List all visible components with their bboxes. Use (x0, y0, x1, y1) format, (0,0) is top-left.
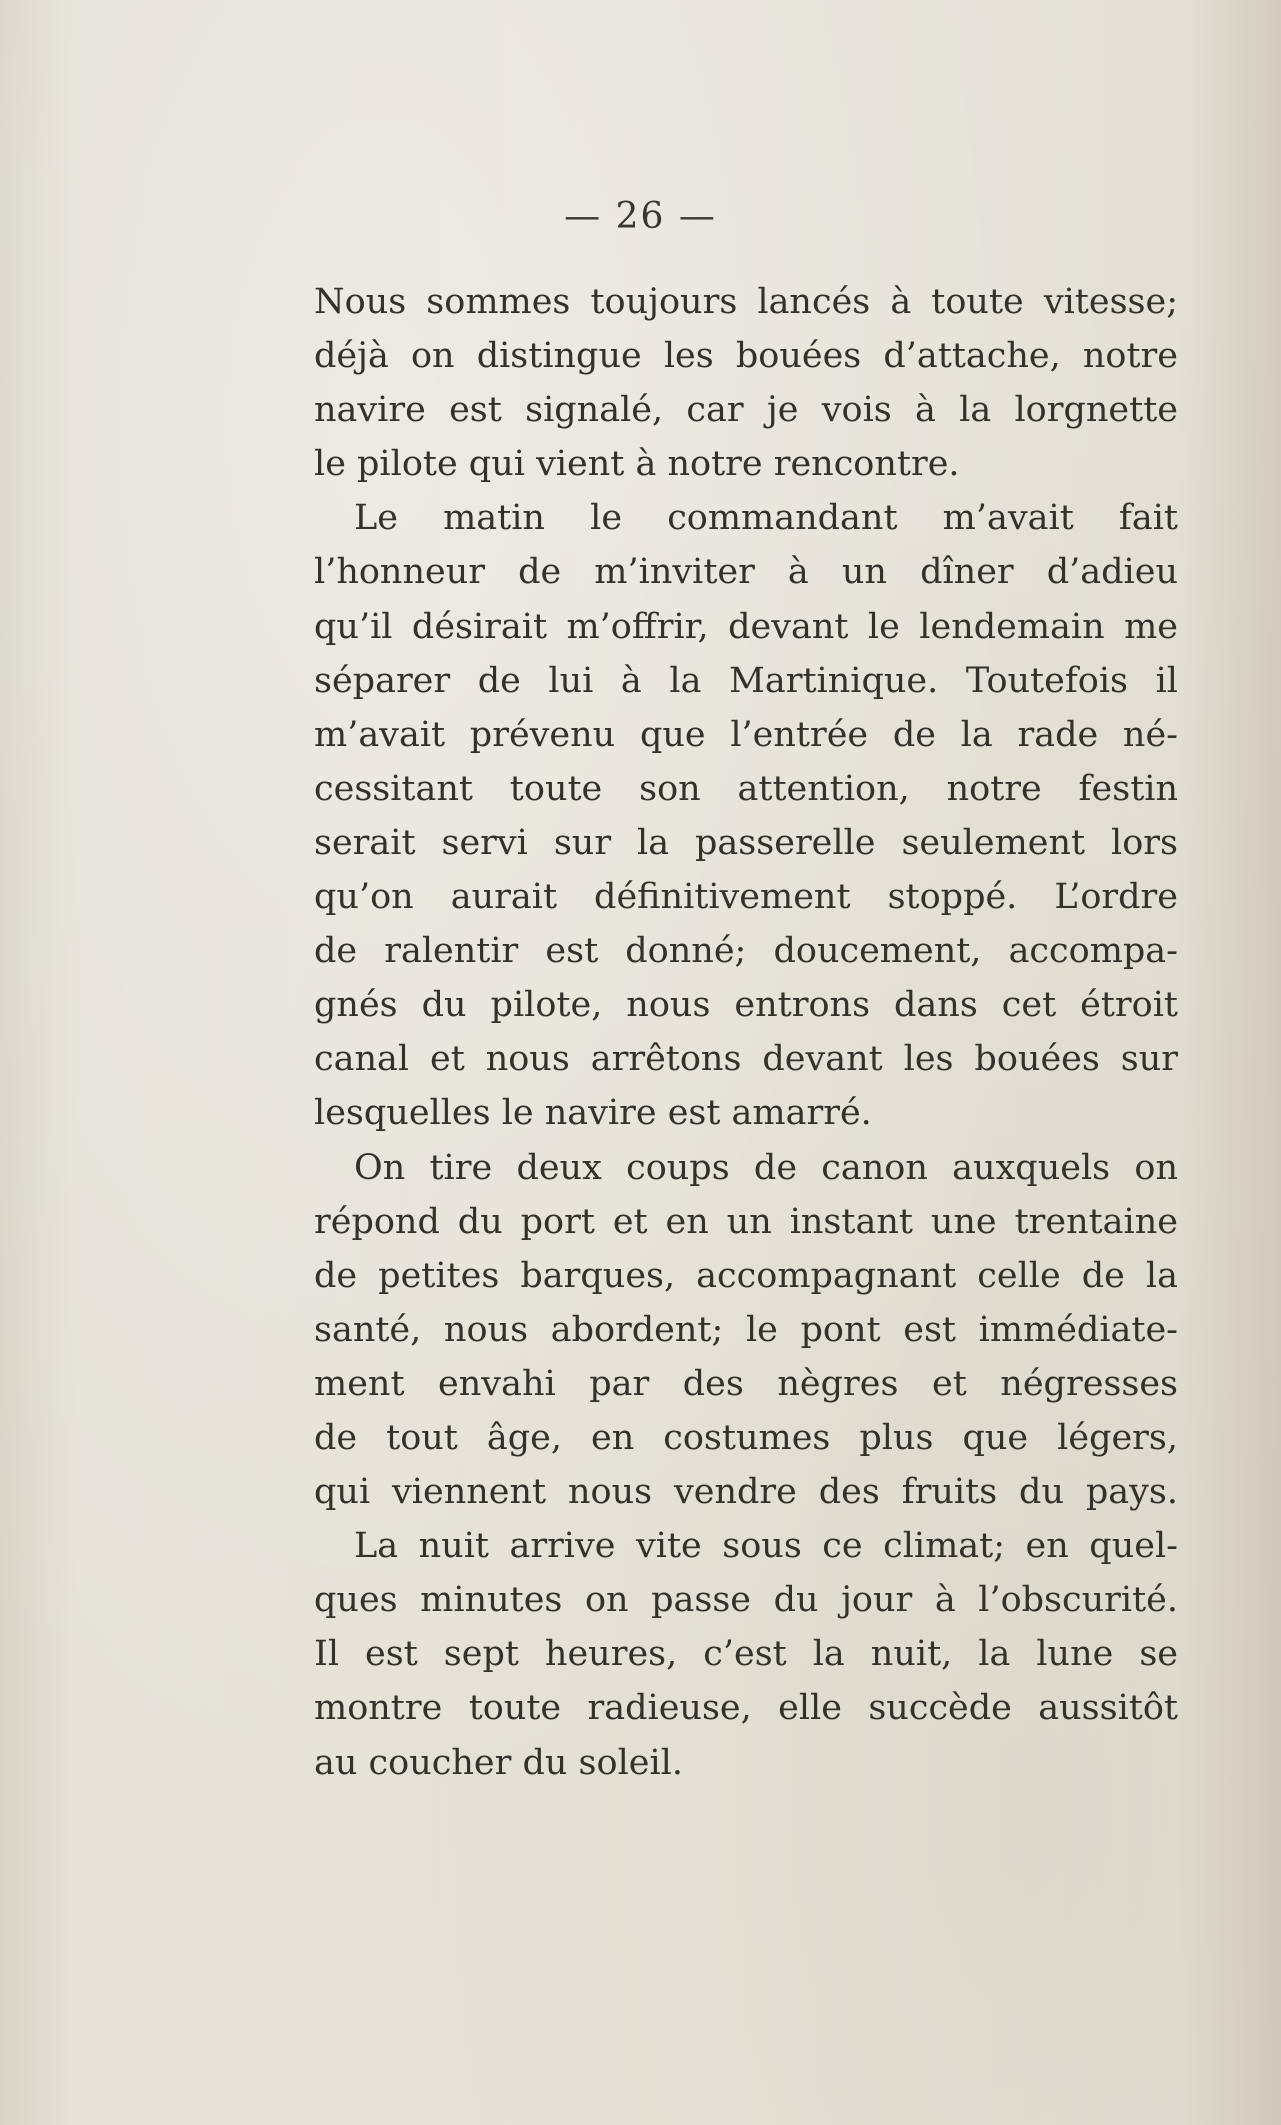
text-line: déjà on distingue les bouées d’attache, notre (314, 336, 1178, 377)
text-line: qui viennent nous vendre des fruits du pays. (314, 1472, 1178, 1513)
text-line: répond du port et en un instant une trentaine (314, 1201, 1178, 1242)
text-line: séparer de lui à la Martinique. Toutefois il (314, 660, 1178, 701)
text-line: cessitant toute son attention, notre festin (314, 768, 1178, 809)
text-line: On tire deux coups de canon auxquels on (354, 1147, 1178, 1188)
text-line: l’honneur de m’inviter à un dîner d’adieu (314, 552, 1178, 593)
text-line: ment envahi par des nègres et négresses (314, 1363, 1178, 1404)
text-line: montre toute radieuse, elle succède aussitôt (314, 1688, 1178, 1729)
text-line: ques minutes on passe du jour à l’obscurité. (314, 1580, 1178, 1621)
text-line: La nuit arrive vite sous ce climat; en quel- (354, 1526, 1178, 1567)
text-line: lesquelles le navire est amarré. (314, 1093, 872, 1134)
text-line: au coucher du soleil. (314, 1742, 683, 1783)
text-line: Le matin le commandant m’avait fait (354, 498, 1178, 539)
text-line: Nous sommes toujours lancés à toute vitesse; (314, 282, 1178, 322)
text-line: m’avait prévenu que l’entrée de la rade né- (314, 714, 1178, 755)
text-line: le pilote qui vient à notre rencontre. (314, 444, 960, 485)
page-number: — 26 — (564, 196, 717, 237)
text-line: navire est signalé, car je vois à la lorgnette (314, 390, 1178, 431)
text-line: Il est sept heures, c’est la nuit, la lune se (314, 1634, 1178, 1675)
text-line: qu’il désirait m’offrir, devant le lendemain me (314, 606, 1178, 647)
text-line: canal et nous arrêtons devant les bouées sur (314, 1039, 1178, 1080)
text-line: de petites barques, accompagnant celle de la (314, 1255, 1178, 1296)
text-line: gnés du pilote, nous entrons dans cet étroit (314, 985, 1178, 1026)
text-line: qu’on aurait définitivement stoppé. L’ordre (314, 877, 1178, 918)
text-line: de ralentir est donné; doucement, accompa- (314, 931, 1178, 972)
text-line: santé, nous abordent; le pont est immédiate- (314, 1309, 1178, 1350)
text-line: serait servi sur la passerelle seulement lors (314, 822, 1178, 863)
text-line: de tout âge, en costumes plus que légers, (314, 1417, 1178, 1458)
body-text (314, 275, 1178, 1790)
